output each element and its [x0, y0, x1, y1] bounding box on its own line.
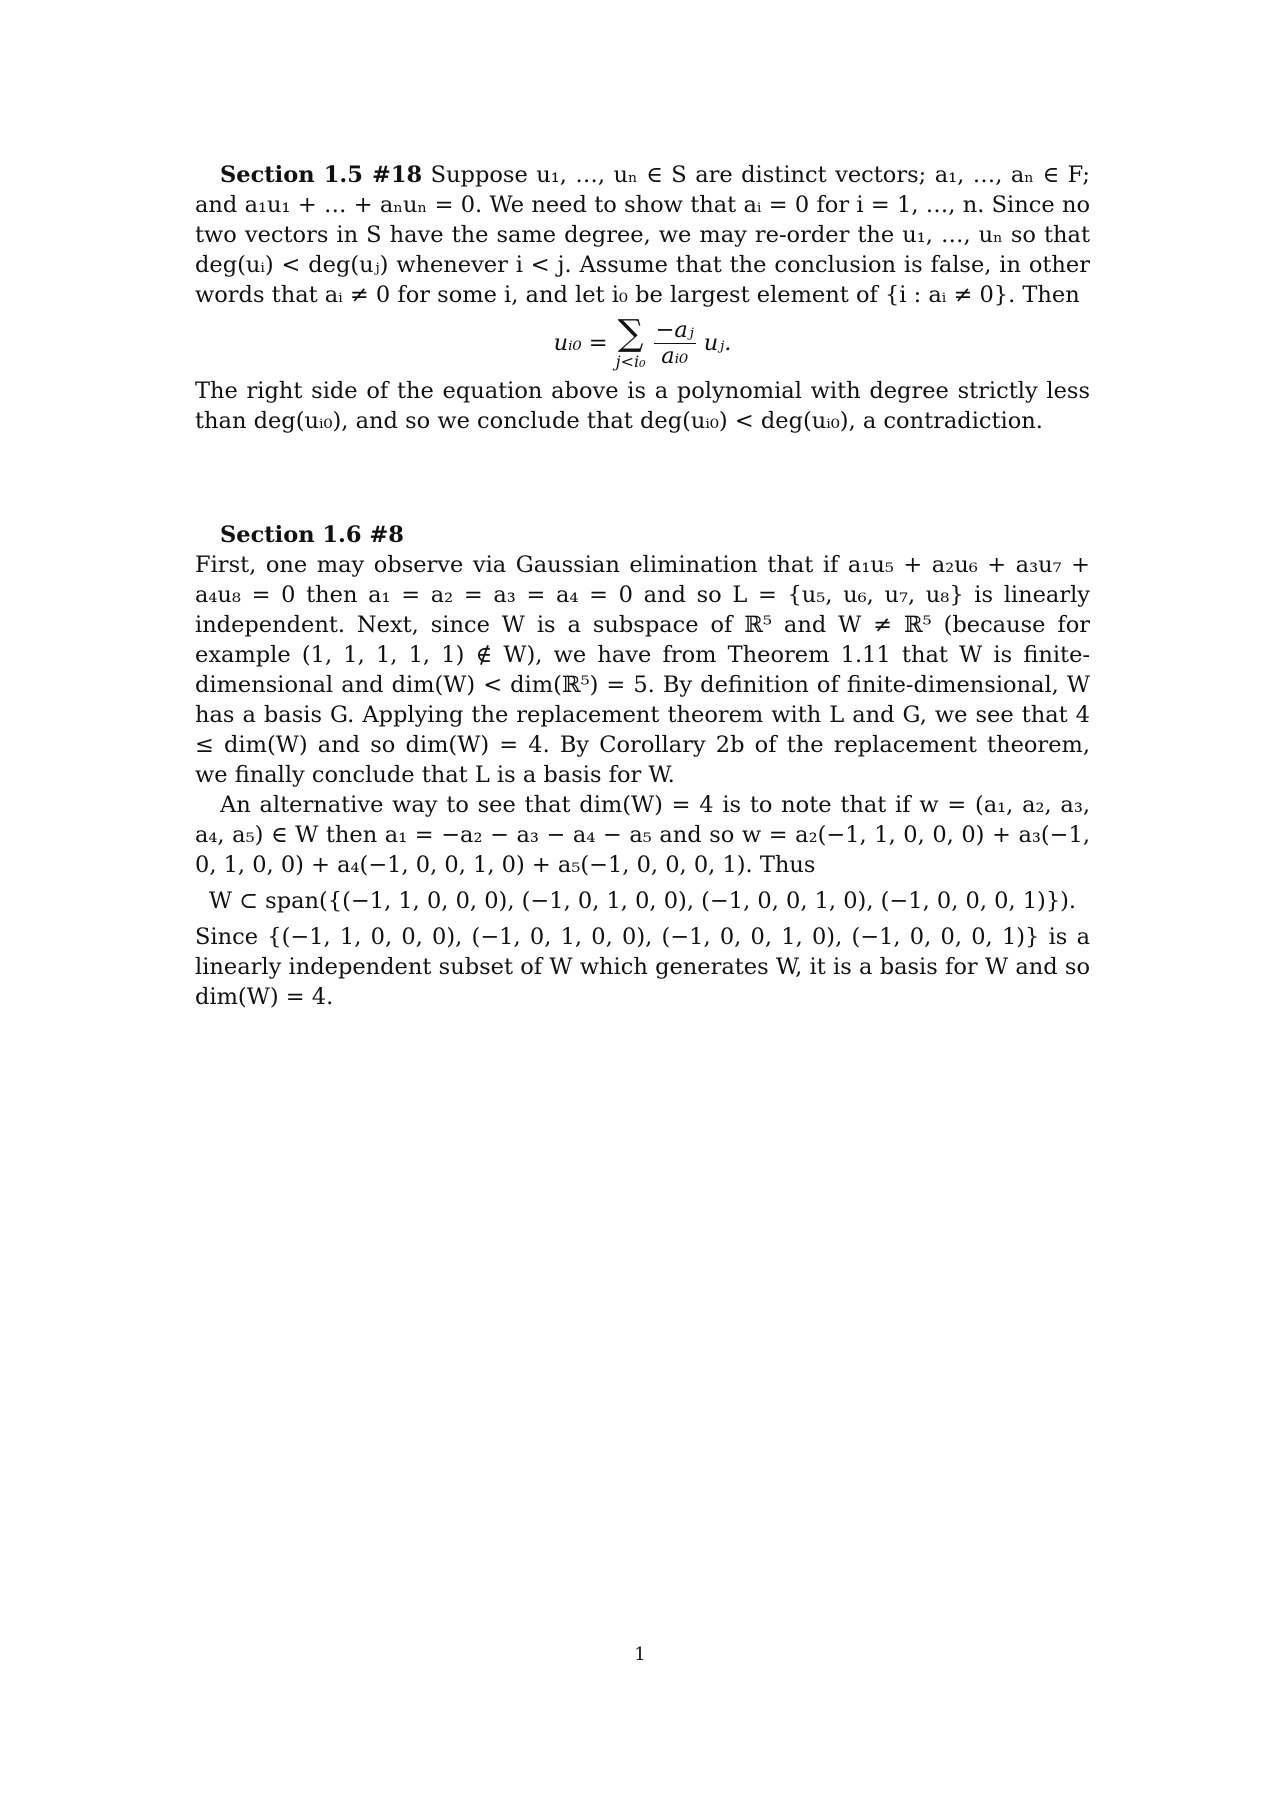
sum-equation — [195, 313, 1090, 371]
section-1-6-paragraph-1: First, one may observe via Gaussian elimination that if a₁u₅ + a₂u₆ + a₃u₇ + a₄u₈ = 0 then a₁ = a₂ = a₃ = a₄ = 0 and so L = {u₅, u₆, u₇, u₈} is linearly independent. Next, since W is a subspace of ℝ⁵ and W ≠ ℝ⁵ (because for example (1, 1, 1, 1, 1) ∉ W), we have from Theorem 1.11 that W is finite-dimensional and dim(W) < dim(ℝ⁵) = 5. By definition of finite-dimensional, W has a basis G. Applying the replacement theorem with L and G, we see that 4 ≤ dim(W) and so dim(W) = 4. By Corollary 2b of the replacement theorem, we finally conclude that L is a basis for W. — [195, 552, 1090, 788]
section-1-6 — [195, 520, 1090, 1012]
equation-rhs: uⱼ. — [703, 330, 732, 356]
span-display-equation: W ⊂ span({(−1, 1, 0, 0, 0), (−1, 0, 1, 0, 0), (−1, 0, 0, 1, 0), (−1, 0, 0, 0, 1)}). — [208, 888, 1077, 914]
section-1-6-heading: Section 1.6 #8 — [220, 522, 404, 548]
section-1-6-paragraph-2: An alternative way to see that dim(W) = 4 is to note that if w = (a₁, a₂, a₃, a₄, a₅) ∈ W then a₁ = −a₂ − a₃ − a₄ − a₅ and so w = a₂(−1, 1, 0, 0, 0) + a₃(−1, 0, 1, 0, 0) + a₄(−1, 0, 0, 1, 0) + a₅(−1, 0, 0, 0, 1). Thus — [195, 792, 1090, 878]
fraction-denominator: aᵢ₀ — [661, 342, 689, 369]
section-1-6-paragraph-3: Since {(−1, 1, 0, 0, 0), (−1, 0, 1, 0, 0), (−1, 0, 0, 1, 0), (−1, 0, 0, 0, 1)} is a linearly independent subset of W which generates W, it is a basis for W and so dim(W) = 4. — [195, 924, 1090, 1010]
sigma-symbol: ∑ — [617, 313, 644, 354]
section-1-5-paragraph — [195, 160, 1090, 310]
fraction-numerator: −aⱼ — [655, 316, 694, 343]
section-1-5 — [195, 160, 1090, 436]
page-number: 1 — [634, 1644, 646, 1665]
section-1-5-conclusion: The right side of the equation above is a polynomial with degree strictly less than deg(uᵢ₀), and so we conclude that deg(uᵢ₀) < deg(uᵢ₀), a contradiction. — [195, 378, 1090, 434]
sigma-subscript: j<i₀ — [615, 352, 646, 371]
equation-lhs: uᵢ₀ = — [553, 330, 608, 356]
section-1-5-intro-text: Suppose u₁, …, uₙ ∈ S are distinct vectors; a₁, …, aₙ ∈ F; and a₁u₁ + … + aₙuₙ = 0. We need to show that aᵢ = 0 for i = 1, …, n. Since no two vectors in S have the same degree, we may re-order the u₁, …, uₙ so that deg(uᵢ) < deg(uⱼ) whenever i < j. Assume that the conclusion is false, in other words that aᵢ ≠ 0 for some i, and let i₀ be largest element of {i : aᵢ ≠ 0}. Then — [195, 162, 1090, 308]
section-1-5-heading: Section 1.5 #18 — [220, 162, 423, 188]
